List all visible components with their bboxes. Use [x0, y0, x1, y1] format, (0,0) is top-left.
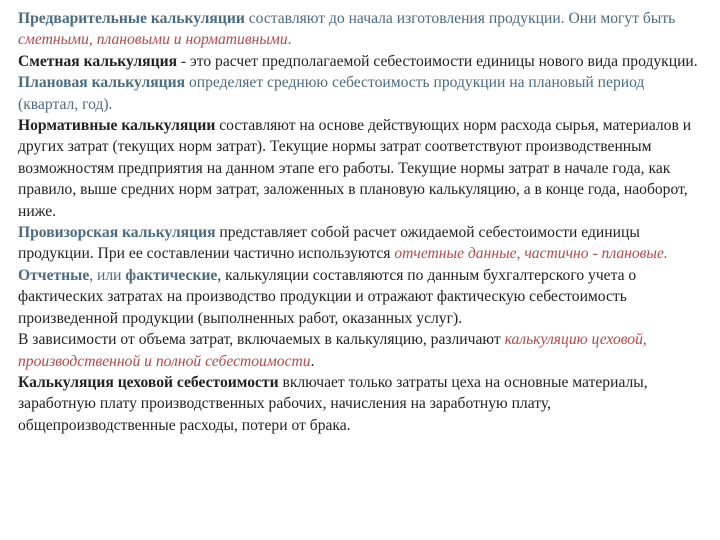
- paragraph-text: включает только затраты цеха на основные материалы, заработную плату производственных рабочих, начисления на заработную плату, общепроизводственные расходы, потери от брака.: [18, 373, 648, 434]
- paragraph-text: .: [287, 31, 292, 49]
- term-normative-calculations: Нормативные калькуляции: [18, 117, 216, 135]
- paragraph-text: , или: [89, 266, 126, 284]
- term-shop-cost-calculation: Калькуляция цеховой себестоимости: [18, 373, 279, 391]
- emphasis-text: калькуляцию цеховой, производственной и полной себестоимости: [18, 331, 647, 370]
- term-reporting: Отчетные: [18, 266, 90, 284]
- paragraph-text: составляют на основе действующих норм расхода сырья, материалов и других затрат (текущих норм затрат). Текущие нормы затрат соответствуют производственным возможностям предприятия на данном этапе его работы. Текущие нормы затрат в начале года, как правило, выше средних норм затрат, заложенных в плановую калькуляцию, а в конце года, наоборот, ниже.: [18, 117, 692, 220]
- paragraph-normative-calculations: [18, 115, 704, 222]
- paragraph-planned-calculation: [18, 72, 704, 115]
- paragraph-text: .: [310, 352, 315, 370]
- term-planned-calculation: Плановая калькуляция: [18, 74, 186, 92]
- paragraph-text: - это расчет предполагаемой себестоимости единицы нового вида продукции.: [177, 52, 698, 70]
- paragraph-provisional-calculation: [18, 222, 704, 265]
- paragraph-shop-cost-calculation: [18, 372, 704, 436]
- term-preliminary-calculations: Предварительные калькуляции: [18, 10, 245, 27]
- term-actual: фактические: [125, 266, 218, 284]
- paragraph-volume-dependence: [18, 329, 704, 372]
- paragraph-text: определяет среднюю себестоимость продукции на плановый период (квартал, год).: [18, 74, 645, 113]
- paragraph-text: В зависимости от объема затрат, включаемых в калькуляцию, различают: [18, 331, 505, 349]
- paragraph-text: представляет собой расчет ожидаемой себестоимости единицы продукции. При ее составлении частично используются: [18, 224, 640, 263]
- term-estimate-calculation: Сметная калькуляция: [18, 52, 178, 70]
- paragraph-preliminary-calculations: [18, 8, 704, 51]
- emphasis-text: сметными, плановыми и нормативными: [18, 31, 288, 49]
- paragraph-reporting-calculations: [18, 265, 704, 329]
- paragraph-estimate-calculation: [18, 51, 704, 72]
- emphasis-text: отчетные данные, частично - плановые.: [394, 245, 668, 263]
- slide-text: [18, 8, 704, 436]
- paragraph-text: составляют до начала изготовления продукции. Они могут быть: [244, 10, 676, 27]
- paragraph-text: , калькуляции составляются по данным бухгалтерского учета о фактических затратах на производство продукции и отражают фактическую себестоимость произведенной продукции (выполненных работ, оказанных услуг).: [18, 266, 637, 327]
- term-provisional-calculation: Провизорская калькуляция: [18, 224, 216, 242]
